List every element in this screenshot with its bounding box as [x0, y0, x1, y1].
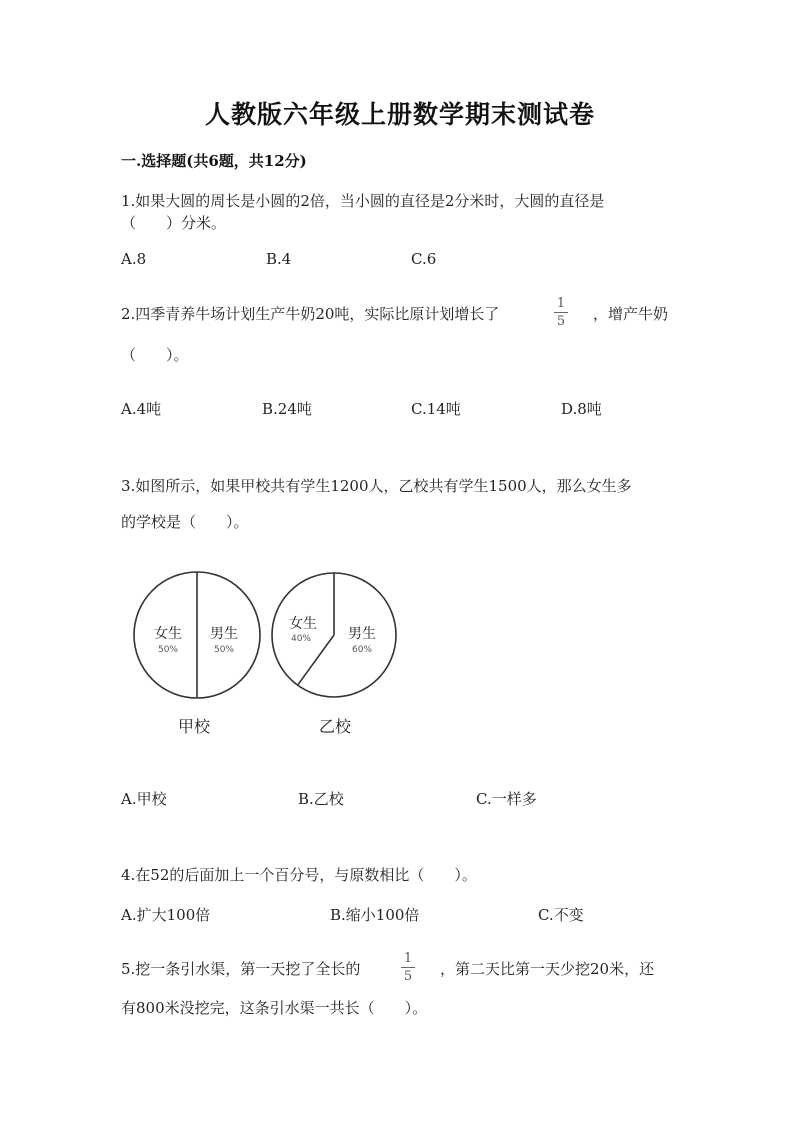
- question-1-option-b[interactable]: B.4: [266, 250, 292, 268]
- fraction-bar: [554, 312, 568, 313]
- question-3-line-1: 3.如图所示，如果甲校共有学生1200人，乙校共有学生1500人，那么女生多: [121, 477, 632, 495]
- question-4-option-a[interactable]: A.扩大100倍: [121, 906, 211, 924]
- question-3-line-2: 的学校是（ ）。: [121, 513, 249, 531]
- question-3-option-a[interactable]: A.甲校: [121, 790, 167, 808]
- school-1-girls-percent: 50%: [157, 645, 179, 655]
- question-1-option-a[interactable]: A.8: [121, 250, 147, 268]
- question-5-line-1-end: ，第二天比第一天少挖20米，还: [440, 960, 655, 978]
- question-2-option-c[interactable]: C.14吨: [411, 400, 461, 418]
- question-5-line-2: 有800米没挖完，这条引水渠一共长（ ）。: [121, 999, 428, 1017]
- question-2-fraction: [551, 296, 571, 329]
- fraction-numerator: 1: [403, 951, 413, 966]
- question-4-line-1: 4.在52的后面加上一个百分号，与原数相比（ ）。: [121, 866, 477, 884]
- question-5-line-1: 5.挖一条引水渠，第一天挖了全长的: [121, 960, 361, 978]
- school-2-boys-label: 男生: [348, 626, 376, 642]
- question-5-fraction: [398, 951, 418, 984]
- question-2-option-b[interactable]: B.24吨: [262, 400, 312, 418]
- fraction-numerator: 1: [556, 296, 566, 311]
- school-2-boys-percent: 60%: [351, 645, 373, 655]
- school-1-boys-percent: 50%: [213, 645, 235, 655]
- fraction-denominator: 5: [556, 314, 566, 329]
- question-2-line-1: 2.四季青养牛场计划生产牛奶20吨，实际比原计划增长了: [121, 305, 500, 323]
- question-2-line-2: （ ）。: [121, 346, 189, 364]
- school-2-girls-label: 女生: [289, 616, 317, 632]
- section-heading: 一.选择题(共6题，共12分): [121, 152, 307, 170]
- fraction-denominator: 5: [403, 969, 413, 984]
- question-4-option-b[interactable]: B.缩小100倍: [330, 906, 420, 924]
- question-2-option-d[interactable]: D.8吨: [561, 400, 602, 418]
- school-1-name: 甲校: [177, 717, 211, 736]
- question-2-line-1-end: ，增产牛奶: [593, 305, 669, 323]
- pie-charts-figure: [120, 560, 400, 750]
- question-1-line-1: 1.如果大圆的周长是小圆的2倍，当小圆的直径是2分米时，大圆的直径是: [121, 192, 605, 210]
- question-1-line-2: （ ）分米。: [121, 214, 227, 232]
- school-2-girls-percent: 40%: [290, 634, 312, 644]
- school-1-boys-label: 男生: [210, 626, 238, 642]
- question-1-option-c[interactable]: C.6: [411, 250, 437, 268]
- fraction-bar: [401, 967, 415, 968]
- page-title: 人教版六年级上册数学期末测试卷: [204, 100, 595, 129]
- school-1-girls-label: 女生: [154, 626, 182, 642]
- school-2-name: 乙校: [318, 717, 352, 736]
- question-4-option-c[interactable]: C.不变: [538, 906, 584, 924]
- question-3-option-b[interactable]: B.乙校: [298, 790, 344, 808]
- question-2-option-a[interactable]: A.4吨: [121, 400, 162, 418]
- question-3-option-c[interactable]: C.一样多: [476, 790, 537, 808]
